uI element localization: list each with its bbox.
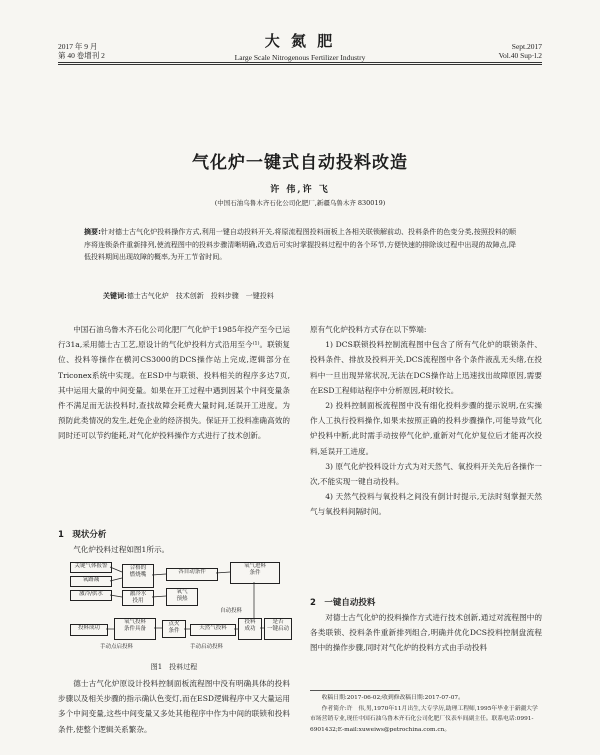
keywords-label: 关键词: — [103, 292, 127, 300]
flow-box-oxygen: 氧路减 — [70, 576, 112, 587]
intro-paragraph: 中国石油乌鲁木齐石化公司化肥厂气化炉于1985年投产至今已运行31a,采用德士古工艺,原设计的气化炉投料方式沿用至今⁽¹⁾。联锁复位、投料等操作在横河CS3000的DCS操作站上完成,逻辑部分在Triconex系统中实现。在ESD中与联锁、投料相关的程序多达7页,其中运用大量的中间变量。如果在开工过程中遇到因某个中间变量条件不满足而无法投料时,查找故障会耗费大量时间,延误开工进度。为预防此类情况的发生,赶免企业的经济损失。保证开工投料准确高效的同时还可以节约能耗,对气化炉投料操作方式进行了技术创新。 — [58, 325, 290, 441]
flow-label-manual-ignite: 手动点启投料 — [100, 644, 134, 650]
flow-box-quench-water: 激冷水 投用 — [122, 590, 154, 606]
flow-box-natural-gas: 天然气投料 — [190, 624, 236, 636]
drawback-item-3: 3) 原气化炉投料设计方式为对天然气、氧投料开关先后各操作一次,不能实现一键自动投料。 — [310, 461, 542, 487]
flow-arrows — [70, 560, 290, 658]
header-issue-date: 2017 年 9 月 — [58, 42, 98, 51]
header-rule-2 — [58, 64, 542, 65]
abstract-text: 针对德士古气化炉投料操作方式,利用一键自动投料开关,将原流程图投料面板上各相关联锁解前动、投料条件的色变分类,按照投料的顺序将连锁条件重新排列,使流程图中的投料步骤清晰明确,改造后可实时掌握投料过程中的各个环节,方便快速的排除该过程中出现的故障点,降低投料期间出现故障的概率,为开工节省时间。 — [84, 228, 516, 262]
drawback-item-1: 1) DCS联锁投料控制流程图中包含了所有气化炉的联锁条件、投料条件、排放及投料开关,DCS流程图中各个条件液乱无头绪,在投料中一旦出现异常状况,无法在DCS操作站上迅速找出故障原因,需要在ESD工程师站程序中分析原因,耗时较长。 — [310, 340, 542, 395]
flow-box-burner: 合格的 燃烧嘴 — [122, 564, 154, 588]
abstract — [84, 226, 516, 264]
left-column-para2-wrap — [58, 542, 290, 557]
journal-subtitle: Large Scale Nitrogenous Fertilizer Industry — [234, 53, 366, 62]
article-title: 气化炉一键式自动投料改造 — [192, 153, 408, 173]
footnote-bio: 作者简介:许 伟,男,1970年11月出生,大专学历,助理工程师,1995年毕业于新疆大学市场营销专业,现任中国石油乌鲁木齐石化公司化肥厂仪表车间副主任。联系电话:0991-6901432;E-mail:xuweiws@petrochina.com.cn。 — [310, 705, 538, 733]
right-column-section2 — [310, 610, 542, 656]
flow-box-oxygen-feed: 氧气进料 条件 — [230, 562, 280, 584]
footnote — [310, 693, 542, 735]
figure-1-diagram — [70, 560, 290, 658]
flow-box-ignition: 点火 条件 — [162, 620, 186, 638]
header-rule — [58, 62, 542, 63]
section-heading-1: 1 现状分析 — [58, 530, 107, 540]
analysis-paragraph: 德士古气化炉原设计投料控制面板流程图中没有明确具体的投料步骤以及相关步骤的指示确认色变灯,而在ESD逻辑程序中又大量运用多个中间变量,这些中间变量又多处其他程序中作为中间的联锁和投料条件,使整个逻辑关系繁杂。 — [58, 679, 290, 734]
header-issue-date-en: Sept.2017 — [511, 42, 542, 51]
flow-label-manual-start: 手动启动投料 — [190, 644, 224, 650]
flow-box-one-key: 是否 一键启动 — [264, 618, 292, 640]
flow-box-success-left: 投料成功 — [70, 624, 108, 636]
header-issue-volume-en: Vol.40 Sup·l.2 — [498, 51, 542, 60]
article-affiliation: (中国石油乌鲁木齐石化公司化肥厂,新疆乌鲁木齐 830019) — [214, 199, 386, 207]
abstract-label: 摘要: — [84, 228, 101, 236]
drawbacks-intro: 原有气化炉投料方式存在以下弊端: — [310, 325, 427, 334]
keywords-text: 德士古气化炉 技术创新 投料步骤 一键投料 — [126, 292, 274, 300]
drawback-item-4: 4) 天然气投料与氧投料之间没有倒计时提示,无法时刻掌握天然气与氧投料间隔时间。 — [310, 492, 542, 517]
keywords — [103, 291, 274, 301]
left-column-body — [58, 322, 290, 444]
left-column-bottom — [58, 676, 290, 737]
drawback-item-2: 2) 投料控制面板流程图中没有细化投料步骤的提示说明,在实操作人工执行投料操作,如果未按照正确的投料步骤操作,可能导致气化炉投料中断,此时需手动按停气化炉,重新对气化炉复位后才能再次投料,延误开工进度。 — [310, 401, 542, 456]
footnote-rule — [310, 690, 400, 691]
flow-box-auto-conditions: 各自动条件 — [166, 568, 218, 581]
header-issue-volume: 第 40 卷增刊 2 — [58, 51, 105, 60]
flow-box-oxygen-preheat: 氧气 预热 — [166, 588, 198, 606]
one-key-paragraph: 对德士古气化炉的投料操作方式进行技术创新,通过对流程图中的各类联锁、投料条件重新排列组合,明确并优化DCS投料控制盘流程图中的操作步骤,同时对气化炉的投料方式由手动投料 — [310, 613, 542, 653]
flow-box-quench: 激冷/供水 — [70, 590, 112, 601]
journal-title: 大 氮 肥 — [264, 32, 336, 50]
article-authors: 许 伟,许 飞 — [270, 185, 330, 195]
right-column-body — [310, 322, 542, 520]
flow-box-gas-alarm: 关键气体报警 — [70, 562, 112, 573]
figure-intro-paragraph: 气化炉投料过程如图1所示。 — [73, 545, 170, 554]
flow-box-feed-success: 投料 成功 — [238, 618, 262, 640]
flow-label-auto-feed: 自动投料 — [220, 608, 243, 614]
section-heading-2: 2 一键自动投料 — [310, 598, 376, 608]
flow-box-oxygen-ready: 氧气投料 条件具备 — [114, 618, 156, 640]
figure-caption: 图1 投料过程 — [150, 663, 198, 671]
footnote-received: 收稿日期:2017-06-02;收到修改稿日期:2017-07-07。 — [321, 695, 464, 701]
